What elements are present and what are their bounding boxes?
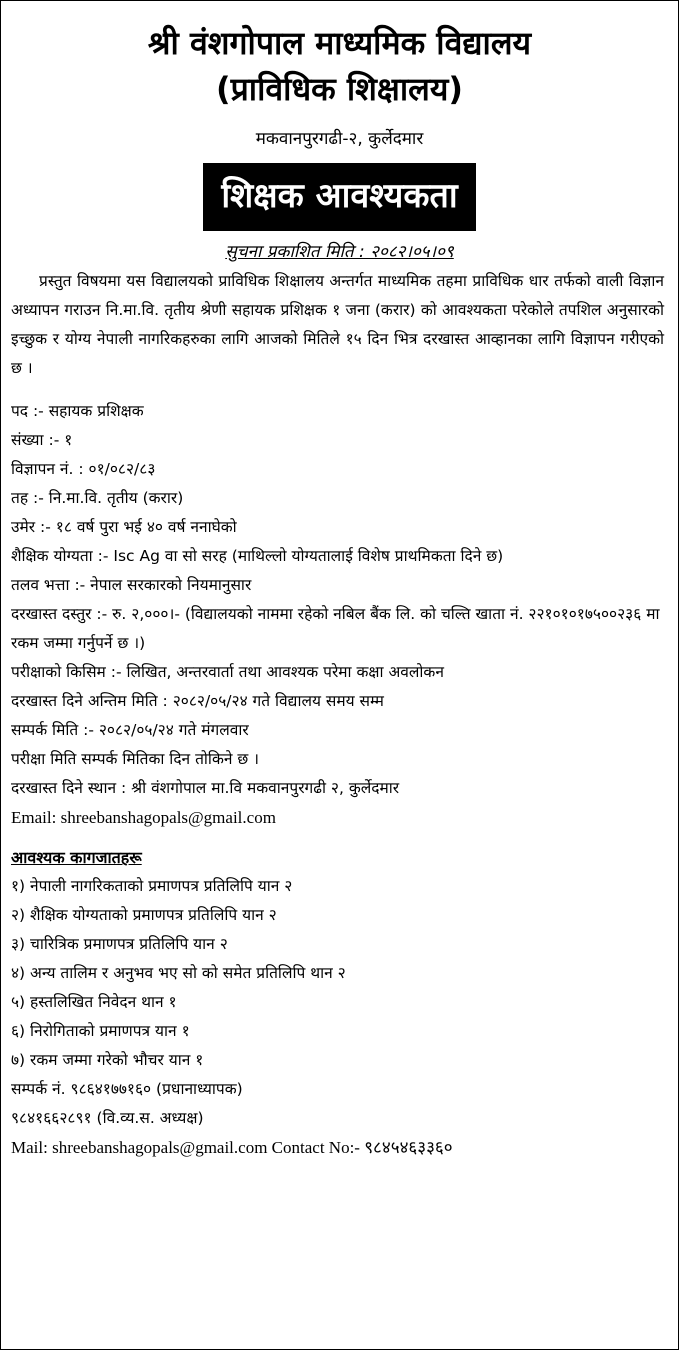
detail-email: Email: shreebanshagopals@gmail.com <box>11 808 276 827</box>
detail-post: पद :- सहायक प्रशिक्षक <box>11 402 144 420</box>
documents-heading: आवश्यक कागजातहरू <box>11 848 142 867</box>
detail-qualification: शैक्षिक योग्यता :- Isc Ag वा सो सरह (माथिल्लो योग्यतालाई विशेष प्राथमिकता दिने छ) <box>11 547 504 565</box>
detail-place: दरखास्त दिने स्थान : श्री वंशगोपाल मा.वि मकवानपुरगढी २, कुर्लेदमार <box>11 779 400 797</box>
document-item-6: ६) निरोगिताको प्रमाणपत्र यान १ <box>11 1022 190 1040</box>
detail-fee: दरखास्त दस्तुर :- रु. २,०००।- (विद्यालयको नाममा रहेको नबिल बैंक लि. को चल्ति खाता नं. २२१०१०१७५००२३६ मा रकम जम्मा गर्नुपर्ने छ ।) <box>11 605 660 652</box>
documents-list <box>11 872 666 1162</box>
contact-headmaster: सम्पर्क नं. ९८६४१७७१६० (प्रधानाध्यापक) <box>11 1080 243 1098</box>
publish-date: सुचना प्रकाशित मिति : २०८२।०५।०९ <box>225 242 454 262</box>
document-item-5: ५) हस्तलिखित निवेदन थान १ <box>11 993 177 1011</box>
footer-contact: Mail: shreebanshagopals@gmail.com Contact No:- ९८४५४६३३६० <box>11 1138 453 1157</box>
document-item-7: ७) रकम जम्मा गरेको भौचर यान १ <box>11 1051 204 1069</box>
contact-chair: ९८४१६६२८९१ (वि.व्य.स. अध्यक्ष) <box>11 1109 204 1127</box>
school-name: श्री वंशगोपाल माध्यमिक विद्यालय <box>147 24 532 62</box>
detail-salary: तलव भत्ता :- नेपाल सरकारको नियमानुसार <box>11 576 252 594</box>
detail-age: उमेर :- १८ वर्ष पुरा भई ४० वर्ष ननाघेको <box>11 518 237 536</box>
detail-exam-type: परीक्षाको किसिम :- लिखित, अन्तरवार्ता तथा आवश्यक परेमा कक्षा अवलोकन <box>11 663 444 681</box>
banner-wrap <box>1 163 678 231</box>
detail-level: तह :- नि.मा.वि. तृतीय (करार) <box>11 489 184 507</box>
detail-count: संख्या :- १ <box>11 431 73 449</box>
detail-deadline: दरखास्त दिने अन्तिम मिति : २०८२/०५/२४ गते विद्यालय समय सम्म <box>11 692 384 710</box>
school-address: मकवानपुरगढी-२, कुर्लेदमार <box>255 129 424 149</box>
document-item-2: २) शैक्षिक योग्यताको प्रमाणपत्र प्रतिलिपि यान २ <box>11 906 277 924</box>
intro-paragraph: प्रस्तुत विषयमा यस विद्यालयको प्राविधिक शिक्षालय अन्तर्गत माध्यमिक तहमा प्राविधिक धार तर्फको वाली विज्ञान अध्यापन गराउन नि.मा.वि. तृतीय श्रेणी सहायक प्रशिक्षक १ जना (करार) को आवश्यकता परेकोले तपशिल अनुसारको इच्छुक र योग्य नेपाली नागरिकहरुका लागि आजको मितिले १५ दिन भित्र दरखास्त आव्हानका लागि विज्ञापन गरीएको छ । <box>11 272 664 377</box>
document-item-3: ३) चारित्रिक प्रमाणपत्र प्रतिलिपि यान २ <box>11 935 228 953</box>
vacancy-banner: शिक्षक आवश्यकता <box>203 163 475 231</box>
detail-exam-date: परीक्षा मिति सम्पर्क मितिका दिन तोकिने छ । <box>11 750 260 768</box>
detail-ad-number: विज्ञापन नं. : ०१/०८२/८३ <box>11 460 156 478</box>
document-item-1: १) नेपाली नागरिकताको प्रमाणपत्र प्रतिलिपि यान २ <box>11 877 293 895</box>
detail-contact-date: सम्पर्क मिति :- २०८२/०५/२४ गते मंगलवार <box>11 721 249 739</box>
document-item-4: ४) अन्य तालिम र अनुभव भए सो को समेत प्रतिलिपि थान २ <box>11 964 346 982</box>
school-subtitle: (प्राविधिक शिक्षालय) <box>215 70 464 108</box>
details-list <box>11 397 666 832</box>
